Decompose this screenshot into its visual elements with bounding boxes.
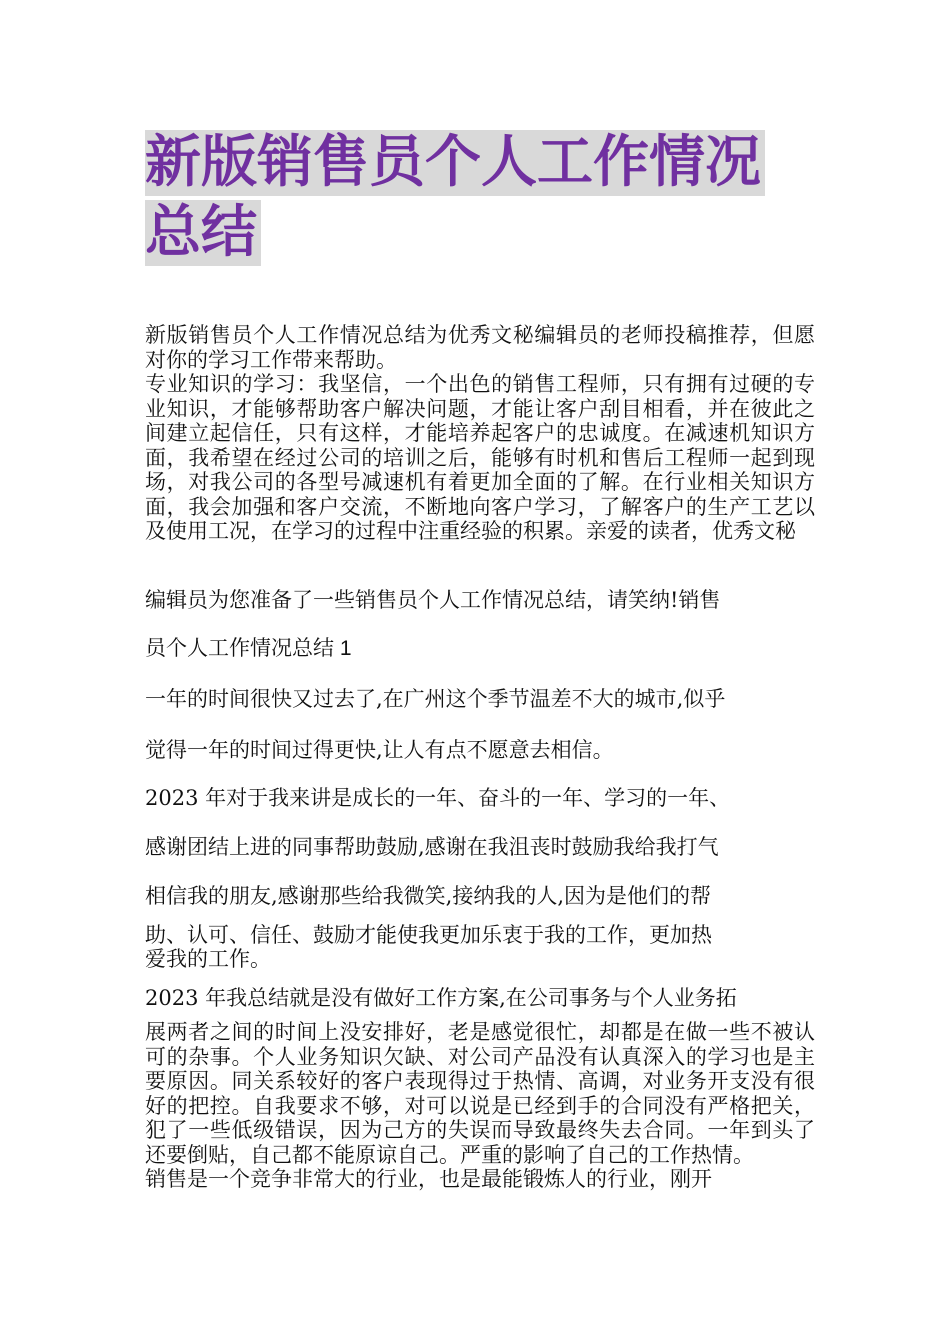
document-title-line-1: 新版销售员个人工作情况 [145,130,765,196]
intro-paragraph [145,323,815,544]
text-line: 2023 年我总结就是没有做好工作方案,在公司事务与个人业务拓 [145,986,737,1010]
sales-paragraph-start: 销售是一个竞争非常大的行业，也是最能锻炼人的行业，刚开 [145,1167,712,1191]
text-line: 感谢团结上进的同事帮助鼓励,感谢在我沮丧时鼓励我给我打气 [145,835,719,859]
text-line: 爱我的工作。 [145,947,271,971]
text-line: 觉得一年的时间过得更快,让人有点不愿意去相信。 [145,738,614,762]
document-title-line-2: 总结 [145,200,261,266]
text-line: 编辑员为您准备了一些销售员个人工作情况总结，请笑纳!销售 [145,588,721,612]
professional-knowledge-paragraph: 专业知识的学习：我坚信，一个出色的销售工程师，只有拥有过硬的专业知识，才能够帮助客户解决问题，才能让客户刮目相看，并在彼此之间建立起信任，只有这样，才能培养起客户的忠诚度。在减速机知识方面，我希望在经过公司的培训之后，能够有时机和售后工程师一起到现场，对我公司的各型号减速机有着更加全面的了解。在行业相关知识方面，我会加强和客户交流，不断地向客户学习，了解客户的生产工艺以及使用工况，在学习的过程中注重经验的积累。亲爱的读者，优秀文秘 [145,372,815,543]
text-line: 助、认可、信任、鼓励才能使我更加乐衷于我的工作，更加热 [145,923,712,947]
intro-sentence: 新版销售员个人工作情况总结为优秀文秘编辑员的老师投稿推荐，但愿对你的学习工作带来帮助。 [145,323,815,372]
text-line: 一年的时间很快又过去了,在广州这个季节温差不大的城市,似乎 [145,687,726,711]
section-heading: 员个人工作情况总结 1 [145,637,352,660]
reflection-paragraph: 展两者之间的时间上没安排好，老是感觉很忙，却都是在做一些不被认可的杂事。个人业务知识欠缺、对公司产品没有认真深入的学习也是主要原因。同关系较好的客户表现得过于热情、高调，对业务开支没有很好的把控。自我要求不够，对可以说是已经到手的合同没有严格把关，犯了一些低级错误，因为己方的失误而导致最终失去合同。一年到头了还要倒贴，自己都不能原谅自己。严重的影响了自己的工作热情。 [145,1020,815,1167]
body-paragraph [145,1020,815,1192]
text-line: 相信我的朋友,感谢那些给我微笑,接纳我的人,因为是他们的帮 [145,884,712,908]
text-line: 2023 年对于我来讲是成长的一年、奋斗的一年、学习的一年、 [145,786,731,810]
